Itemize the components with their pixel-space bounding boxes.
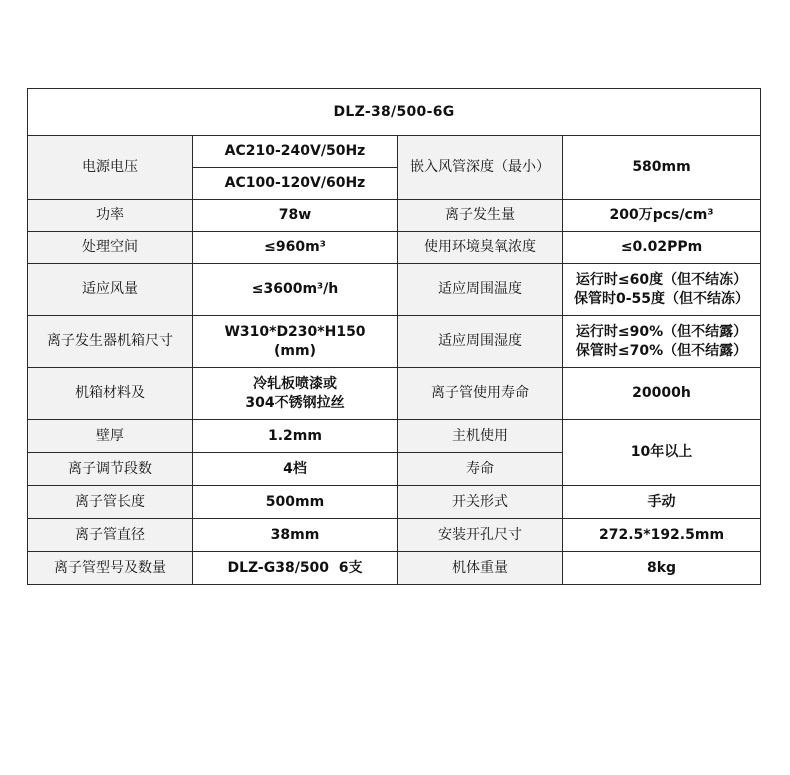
label-humidity: 适应周围湿度 (398, 316, 563, 368)
label-temperature: 适应周围温度 (398, 264, 563, 316)
label-thickness: 壁厚 (28, 420, 193, 453)
value-duct-depth: 580mm (563, 136, 761, 200)
value-material-line2: 304不锈钢拉丝 (245, 394, 345, 411)
value-thickness: 1.2mm (193, 420, 398, 453)
label-tube-life: 离子管使用寿命 (398, 368, 563, 420)
spec-table (27, 88, 761, 585)
table-title: DLZ-38/500-6G (28, 89, 761, 136)
value-box-size-line1: W310*D230*H150 (224, 323, 366, 340)
label-segments: 离子调节段数 (28, 453, 193, 486)
value-tube-life: 20000h (563, 368, 761, 420)
value-ozone: ≤0.02PPm (563, 232, 761, 264)
value-power: 78w (193, 200, 398, 232)
value-tube-diameter: 38mm (193, 519, 398, 552)
label-tube-length: 离子管长度 (28, 486, 193, 519)
value-material (193, 368, 398, 420)
value-segments: 4档 (193, 453, 398, 486)
value-host-life: 10年以上 (563, 420, 761, 486)
value-airflow: ≤3600m³/h (193, 264, 398, 316)
label-duct-depth: 嵌入风管深度（最小） (398, 136, 563, 200)
label-cutout-size: 安装开孔尺寸 (398, 519, 563, 552)
value-power-supply-1: AC210-240V/50Hz (193, 136, 398, 168)
label-ozone: 使用环境臭氧浓度 (398, 232, 563, 264)
label-switch-type: 开关形式 (398, 486, 563, 519)
label-tube-model: 离子管型号及数量 (28, 552, 193, 585)
label-tube-diameter: 离子管直径 (28, 519, 193, 552)
label-airflow: 适应风量 (28, 264, 193, 316)
label-ion-output: 离子发生量 (398, 200, 563, 232)
value-ion-output: 200万pcs/cm³ (563, 200, 761, 232)
value-cutout-size: 272.5*192.5mm (563, 519, 761, 552)
value-temperature-line2: 保管时0-55度（但不结冻） (573, 290, 750, 307)
value-power-supply-2: AC100-120V/60Hz (193, 168, 398, 200)
value-space: ≤960m³ (193, 232, 398, 264)
label-host-life: 寿命 (398, 453, 563, 486)
value-box-size (193, 316, 398, 368)
value-humidity-line2: 保管时≤70%（但不结露） (575, 342, 748, 359)
value-temperature (563, 264, 761, 316)
label-host-use: 主机使用 (398, 420, 563, 453)
value-tube-length: 500mm (193, 486, 398, 519)
value-temperature-line1: 运行时≤60度（但不结冻） (575, 271, 748, 288)
label-power-supply: 电源电压 (28, 136, 193, 200)
value-switch-type: 手动 (563, 486, 761, 519)
label-weight: 机体重量 (398, 552, 563, 585)
value-humidity (563, 316, 761, 368)
label-space: 处理空间 (28, 232, 193, 264)
value-humidity-line1: 运行时≤90%（但不结露） (575, 323, 748, 340)
value-tube-model: DLZ-G38/500 6支 (193, 552, 398, 585)
value-weight: 8kg (563, 552, 761, 585)
label-power: 功率 (28, 200, 193, 232)
label-box-size: 离子发生器机箱尺寸 (28, 316, 193, 368)
value-material-line1: 冷轧板喷漆或 (253, 375, 337, 392)
value-box-size-line2: (mm) (274, 342, 316, 359)
label-material: 机箱材料及 (28, 368, 193, 420)
